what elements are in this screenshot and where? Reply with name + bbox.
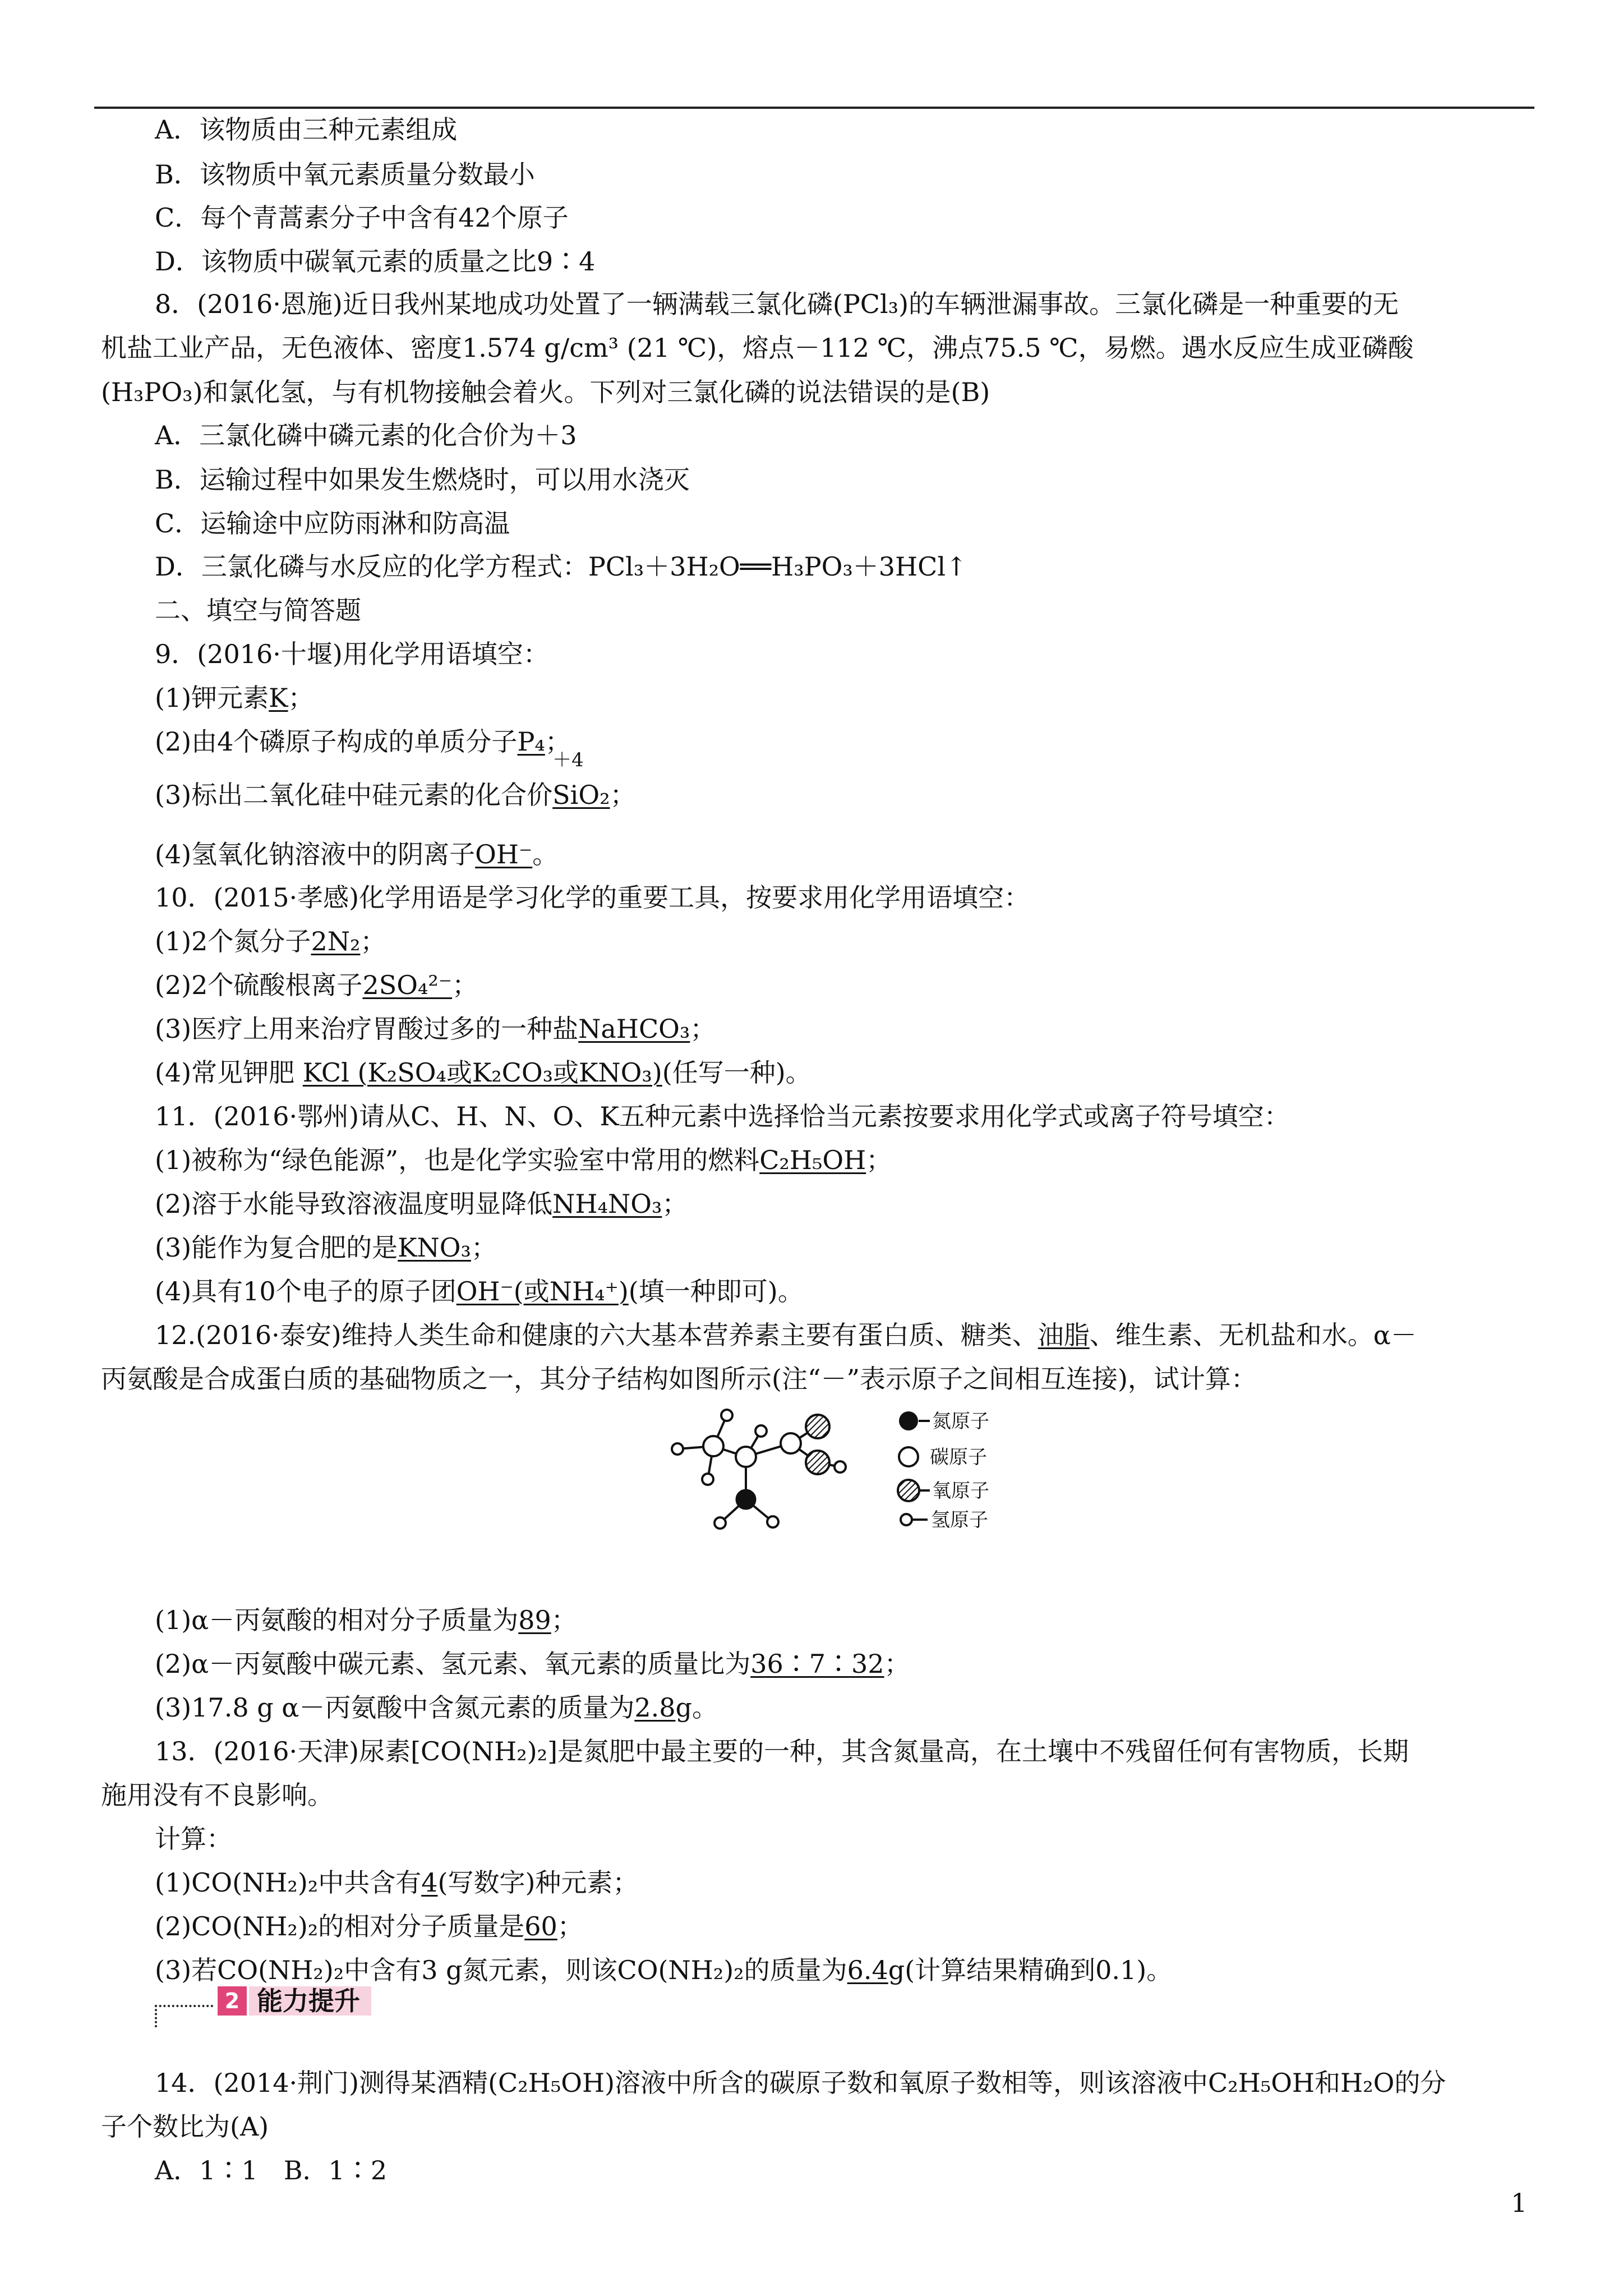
q11-item-4-tail: (填一种即可)。 — [628, 1276, 804, 1306]
q9-item-1: (1)钾元素K； — [155, 683, 314, 713]
q11-item-2-text: (2)溶于水能导致溶液温度明显降低 — [155, 1189, 553, 1219]
q12-item-2-text: (2)α－丙氨酸中碳元素、氢元素、氧元素的质量比为 — [155, 1649, 751, 1679]
q11-item-3-answer: KNO₃ — [398, 1232, 471, 1263]
q12-text-1a: 12.(2016·泰安)维持人类生命和健康的六大基本营养素主要有蛋白质、糖类、 — [155, 1320, 1038, 1350]
q10-stem: 10．(2015·孝感)化学用语是学习化学的重要工具，按要求用化学用语填空： — [155, 882, 1030, 913]
legend-oxygen-label: 氧原子 — [932, 1481, 989, 1502]
q12-item-2: (2)α－丙氨酸中碳元素、氢元素、氧元素的质量比为36∶7∶32； — [155, 1649, 910, 1679]
q10-item-4-answer: KCl (K₂SO₄或K₂CO₃或KNO₃) — [302, 1057, 662, 1088]
q10-item-4-tail: (任写一种)。 — [662, 1057, 811, 1088]
diagram-legend — [898, 1411, 989, 1531]
alanine-structure-diagram — [662, 1400, 1043, 1545]
section-badge-tick — [155, 2005, 157, 2027]
q11-item-1: (1)被称为“绿色能源”，也是化学实验室中常用的燃料C₂H₅OH； — [155, 1145, 892, 1175]
q7-option-d: D．该物质中碳氧元素的质量之比9∶4 — [155, 246, 596, 277]
legend-nitrogen-icon — [899, 1411, 918, 1430]
q7-option-c: C．每个青蒿素分子中含有42个原子 — [155, 203, 569, 233]
q11-item-3: (3)能作为复合肥的是KNO₃； — [155, 1232, 497, 1263]
q10-item-1-answer: 2N₂ — [311, 926, 361, 956]
nitrogen-atom — [736, 1490, 755, 1509]
q12-item-2-answer: 36∶7∶32 — [750, 1649, 884, 1679]
q8-line-1 — [155, 291, 1399, 317]
q10-item-2-answer: 2SO₄²⁻ — [362, 970, 453, 1000]
q11-item-4-text: (4)具有10个电子的原子团 — [155, 1276, 457, 1306]
q13-line-1: 13．(2016·天津)尿素[CO(NH₂)₂]是氮肥中最主要的一种，其含氮量高，在土壤中不残留任何有害物质，长期 — [155, 1736, 1409, 1766]
legend-hydrogen-label: 氢原子 — [931, 1510, 988, 1531]
q11-item-3-text: (3)能作为复合肥的是 — [155, 1232, 398, 1263]
q9-item-4-answer: OH⁻ — [475, 839, 533, 869]
q12-text-1b: 、维生素、无机盐和水。α－ — [1089, 1320, 1417, 1350]
q12-item-3 — [155, 1692, 718, 1723]
q10-item-4-text: (4)常见钾肥 — [155, 1057, 295, 1088]
section-badge-dots — [155, 2005, 213, 2007]
hydrogen-atom — [834, 1461, 846, 1473]
q7-option-a: A．该物质由三种元素组成 — [155, 114, 458, 145]
legend-oxygen-icon — [898, 1480, 919, 1501]
q12-line-2: 丙氨酸是合成蛋白质的基础物质之一，其分子结构如图所示(注“－”表示原子之间相互连接)，试计算： — [101, 1364, 1257, 1394]
carbon-atom — [781, 1433, 801, 1453]
hydrogen-atom — [767, 1516, 778, 1527]
q10-item-2: (2)2个硫酸根离子2SO₄²⁻； — [155, 970, 478, 1000]
q13-line-2: 施用没有不良影响。 — [101, 1780, 333, 1810]
q8-source: (2016·恩施) — [197, 289, 343, 319]
q13-item-3 — [155, 1957, 1172, 1983]
q9-stem: 9．(2016·十堰)用化学用语填空： — [155, 639, 549, 669]
q8-option-b: B．运输过程中如果发生燃烧时，可以用水浇灭 — [155, 464, 690, 495]
page-number: 1 — [1511, 2188, 1528, 2218]
q14-line-1: 14．(2014·荆门)测得某酒精(C₂H₅OH)溶液中所含的碳原子数和氧原子数相等，则该溶液中C₂H₅OH和H₂O的分 — [155, 2068, 1446, 2098]
valence-label: ＋4 — [552, 749, 584, 771]
oxygen-atom — [806, 1415, 829, 1438]
q8-option-d: D．三氯化磷与水反应的化学方程式：PCl₃＋3H₂O══H₃PO₃＋3HCl↑ — [155, 551, 967, 582]
q9-item-3: (3)标出二氧化硅中硅元素的化合价 ＋4 SiO₂； — [155, 749, 636, 810]
section-2-title: 二、填空与简答题 — [155, 595, 361, 625]
q13-item-1-text: (1)CO(NH₂)₂中共含有 — [155, 1867, 422, 1898]
q9-item-1-text: (1)钾元素 — [155, 683, 269, 713]
hydrogen-atom — [721, 1410, 732, 1421]
legend-carbon-icon — [899, 1447, 918, 1466]
q13-item-2-text: (2)CO(NH₂)₂的相对分子质量是 — [155, 1911, 525, 1941]
q9-item-2: (2)由4个磷原子构成的单质分子P₄； — [155, 726, 571, 757]
hydrogen-atom — [755, 1425, 767, 1437]
q12-item-1-answer: 89 — [518, 1605, 551, 1635]
q13-item-2: (2)CO(NH₂)₂的相对分子质量是60； — [155, 1911, 583, 1941]
q12-line-1 — [155, 1322, 1417, 1348]
header-rule — [94, 107, 1534, 109]
carbon-atom — [703, 1436, 723, 1456]
q13-item-1-tail: (写数字)种元素； — [437, 1867, 639, 1898]
q11-item-2-answer: NH₄NO₃ — [552, 1189, 662, 1219]
q12-item-3-text: (3)17.8 g α－丙氨酸中含氮元素的质量为 — [155, 1692, 635, 1723]
q8-number: 8． — [155, 289, 197, 319]
hydrogen-atom — [702, 1474, 713, 1485]
oxygen-atoms — [806, 1415, 829, 1474]
q8-option-c: C．运输途中应防雨淋和防高温 — [155, 508, 510, 539]
q10-item-2-text: (2)2个硫酸根离子 — [155, 970, 363, 1000]
q9-item-3-formula — [552, 749, 610, 810]
legend-carbon-label: 碳原子 — [930, 1447, 987, 1468]
q13-item-2-answer: 60 — [524, 1911, 557, 1941]
q7-option-b: B．该物质中氧元素质量分数最小 — [155, 159, 535, 190]
q11-item-2: (2)溶于水能导致溶液温度明显降低NH₄NO₃； — [155, 1189, 688, 1219]
q14-options: A．1∶1 B．1∶2 — [155, 2155, 388, 2185]
hydrogen-atom — [714, 1517, 726, 1529]
q9-item-1-answer: K — [269, 683, 288, 713]
q11-item-1-text: (1)被称为“绿色能源”，也是化学实验室中常用的燃料 — [155, 1145, 760, 1175]
q8-text-1: 近日我州某地成功处置了一辆满载三氯化磷(PCl₃)的车辆泄漏事故。三氯化磷是一种重要的无 — [342, 289, 1399, 319]
q8-option-a: A．三氯化磷中磷元素的化合价为＋3 — [155, 420, 577, 450]
legend-hydrogen-icon — [901, 1514, 912, 1525]
q10-item-3: (3)医疗上用来治疗胃酸过多的一种盐NaHCO₃； — [155, 1014, 716, 1044]
q13-item-3-answer: 6.4 — [847, 1955, 888, 1985]
q12-item-1: (1)α－丙氨酸的相对分子质量为89； — [155, 1605, 577, 1635]
q8-line-2: 机盐工业产品，无色液体、密度1.574 g/cm³ (21 ℃)，熔点－112 ℃，沸点75.5 ℃，易燃。遇水反应生成亚磷酸 — [101, 333, 1414, 363]
q13-item-3-text: (3)若CO(NH₂)₂中含有3 g氮元素，则该CO(NH₂)₂的质量为 — [155, 1955, 847, 1985]
q9-item-4: (4)氢氧化钠溶液中的阴离子OH⁻。 — [155, 839, 559, 869]
carbon-atoms — [703, 1433, 801, 1467]
q8-line-3: (H₃PO₃)和氯化氢，与有机物接触会着火。下列对三氯化磷的说法错误的是(B) — [101, 377, 990, 407]
q13-item-1-answer: 4 — [421, 1867, 438, 1898]
q10-item-1: (1)2个氮分子2N₂； — [155, 926, 386, 956]
q12-answer-fat: 油脂 — [1038, 1320, 1090, 1350]
carbon-atom — [736, 1447, 756, 1467]
section-badge-number: 2 — [218, 1986, 247, 2016]
q10-item-3-answer: NaHCO₃ — [578, 1014, 690, 1044]
oxygen-atom — [806, 1451, 829, 1474]
q10-item-3-text: (3)医疗上用来治疗胃酸过多的一种盐 — [155, 1014, 579, 1044]
q13-calc-label: 计算： — [155, 1824, 232, 1854]
q9-item-2-text: (2)由4个磷原子构成的单质分子 — [155, 726, 518, 757]
q13-item-3-tail: g(计算结果精确到0.1)。 — [888, 1955, 1173, 1985]
q11-stem: 11．(2016·鄂州)请从C、H、N、O、K五种元素中选择恰当元素按要求用化学式或离子符号填空： — [155, 1101, 1290, 1131]
q12-item-1-text: (1)α－丙氨酸的相对分子质量为 — [155, 1605, 519, 1635]
q11-item-4 — [155, 1278, 804, 1304]
q10-item-4 — [155, 1057, 811, 1088]
hydrogen-atom — [672, 1443, 683, 1455]
q9-item-2-answer: P₄ — [517, 726, 545, 757]
q9-item-4-text: (4)氢氧化钠溶液中的阴离子 — [155, 839, 476, 869]
q11-item-4-answer: OH⁻(或NH₄⁺) — [456, 1276, 629, 1306]
q13-item-1 — [155, 1867, 639, 1898]
q9-item-3-answer: SiO₂ — [552, 780, 610, 810]
q11-item-1-answer: C₂H₅OH — [759, 1145, 866, 1175]
q14-line-2: 子个数比为(A) — [101, 2111, 269, 2142]
q9-item-3-text: (3)标出二氧化硅中硅元素的化合价 — [155, 780, 553, 810]
q12-item-3-answer: 2.8 — [634, 1692, 676, 1723]
legend-nitrogen-label: 氮原子 — [932, 1411, 989, 1432]
q12-item-3-unit: g。 — [675, 1692, 718, 1723]
section-badge-title: 能力提升 — [249, 1986, 371, 2016]
q10-item-1-text: (1)2个氮分子 — [155, 926, 311, 956]
